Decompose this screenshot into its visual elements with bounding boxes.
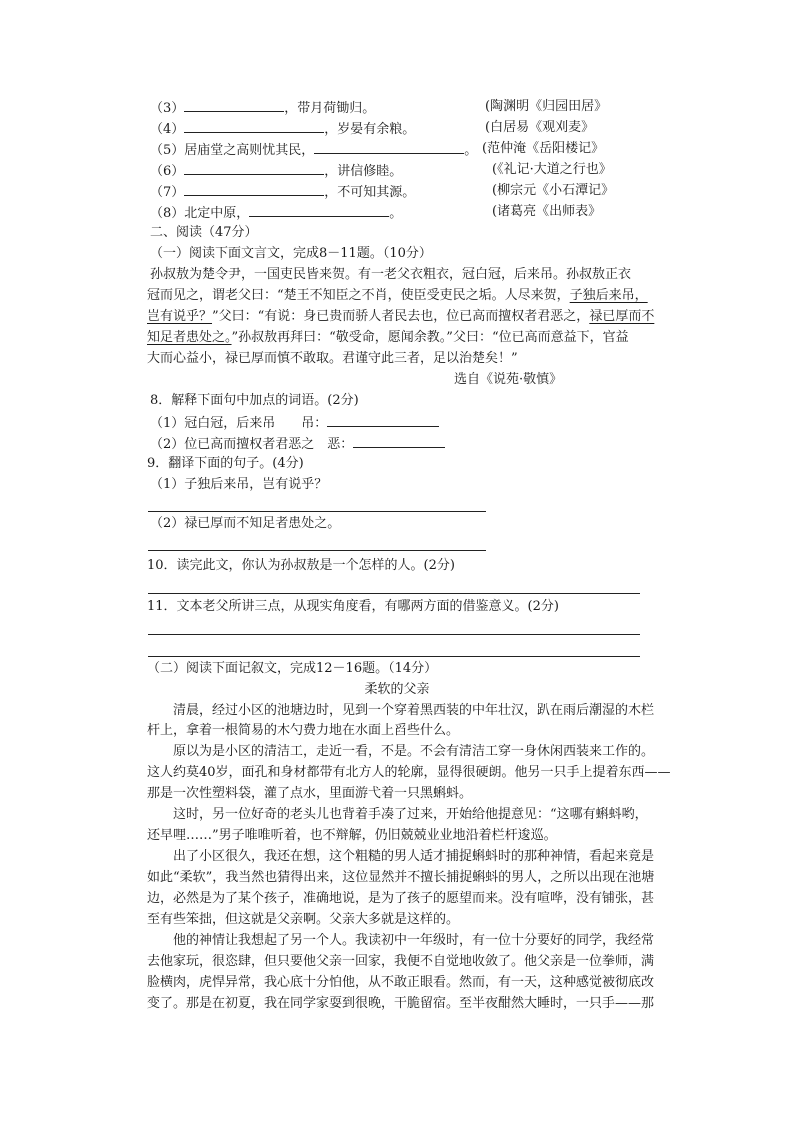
question-8: 8．解释下面句中加点的词语。(2分)	[150, 393, 359, 408]
question-10: 10．读完此文，你认为孙叔敖是一个怎样的人。(2分)	[147, 558, 455, 573]
passage-line: 冠而见之，谓老父曰：“楚王不知臣之不肖，使臣受吏民之垢。人尽来贺，子独后来吊，	[147, 288, 648, 303]
part2-heading: （二）阅读下面记叙文，完成12－16题。（14分）	[147, 661, 438, 676]
article-title: 柔软的父亲	[364, 682, 430, 697]
question-11: 11．文本老父所讲三点，从现实角度看，有哪两方面的借鉴意义。(2分)	[147, 599, 559, 614]
question-9-1: （1）子独后来吊，岂有说乎？	[150, 477, 328, 492]
question-9-2: （2）禄已厚而不知足者患处之。	[150, 516, 341, 531]
part1-heading: （一）阅读下面文言文，完成8－11题。（10分）	[150, 246, 432, 261]
section-heading: 二、阅读（47分）	[150, 225, 258, 240]
answer-line[interactable]	[148, 634, 640, 635]
article-line: 变了。那是在初夏，我在同学家耍到很晚，干脆留宿。至半夜酣然大睡时，一只手——那	[147, 996, 655, 1011]
dictation-item-6: （6） ，讲信修睦。	[150, 160, 402, 182]
passage-line: 知足者患处之。”孙叔敖再拜曰：“敬受命，愿闻余教。”父曰：“位已高而意益下，官益	[147, 330, 629, 345]
article-line: 还早哩……”男子唯唯听着，也不辩解，仍旧兢兢业业地沿着栏杆逡巡。	[147, 828, 557, 843]
answer-blank[interactable]	[184, 97, 284, 112]
answer-blank[interactable]	[184, 160, 324, 175]
dictation-source-3: (陶渊明《归园田居》	[485, 99, 608, 114]
answer-line[interactable]	[148, 550, 486, 551]
article-line: 如此“柔软”，我当然也猜得出来，这位显然并不擅长捕捉蝌蚪的男人，之所以出现在池塘	[147, 870, 655, 885]
dictation-item-5: （5）居庙堂之高则忧其民， 。	[150, 139, 477, 161]
article-line: 清晨，经过小区的池塘边时，见到一个穿着黑西装的中年壮汉，趴在雨后潮湿的木栏	[147, 703, 655, 718]
question-8-2: （2）位已高而擅权者君恶之 恶：	[150, 433, 445, 455]
answer-blank[interactable]	[314, 139, 464, 154]
article-line: 这人约莫40岁，面孔和身材都带有北方人的轮廓，显得很硬朗。他另一只手上提着东西——	[147, 765, 671, 780]
underlined-sentence: 禄已厚而不	[589, 309, 655, 324]
article-line: 那是一次性塑料袋，灌了点水，里面游弋着一只黑蝌蚪。	[147, 786, 473, 801]
article-line: 脸横肉，虎悍异常，我心底十分怕他，从不敢正眼看。然而，有一天，这种感觉被彻底改	[147, 975, 655, 990]
answer-blank[interactable]	[184, 118, 324, 133]
answer-line[interactable]	[148, 656, 640, 657]
answer-line[interactable]	[148, 511, 486, 512]
dictation-source-5: (范仲淹《岳阳楼记》	[482, 141, 605, 156]
article-line: 边，必然是为了某个孩子，准确地说，是为了孩子的愿望而来。没有喧哗，没有铺张，甚	[147, 891, 655, 906]
answer-blank[interactable]	[184, 181, 324, 196]
underlined-sentence: 子独后来吊，	[569, 288, 648, 303]
answer-blank[interactable]	[249, 202, 389, 217]
article-line: 去他家玩，很恣肆，但只要他父亲一回家，我便不自觉地收敛了。他父亲是一位拳师，满	[147, 954, 655, 969]
dictation-item-8: （8）北定中原， 。	[150, 202, 402, 224]
article-line: 这时，另一位好奇的老头儿也背着手凑了过来，开始给他提意见：“这哪有蝌蚪哟，	[147, 807, 648, 822]
question-9: 9．翻译下面的句子。(4分)	[147, 456, 304, 471]
dictation-source-7: (柳宗元《小石潭记》	[492, 183, 615, 198]
dictation-source-6: (《礼记·大道之行也》	[492, 162, 612, 177]
article-line: 出了小区很久，我还在想，这个粗糙的男人适才捕捉蝌蚪时的那种神情，看起来竟是	[147, 849, 655, 864]
underlined-sentence: 岂有说乎？	[147, 309, 213, 324]
passage-line: 大而心益小，禄已厚而慎不敢取。君谨守此三者，足以治楚矣！”	[147, 351, 518, 366]
passage-source: 选自《说苑·敬慎》	[454, 372, 563, 387]
passage-line: 孙叔敖为楚令尹，一国吏民皆来贺。有一老父衣粗衣，冠白冠，后来吊。孙叔敖正衣	[150, 267, 632, 282]
answer-blank[interactable]	[353, 433, 445, 448]
passage-line: 岂有说乎？”父曰：“有说：身已贵而骄人者民去也，位已高而擅权者君恶之，禄已厚而不	[147, 309, 655, 324]
underlined-sentence: 知足者患处之。	[147, 330, 232, 345]
article-line: 原以为是小区的清洁工，走近一看，不是。不会有清洁工穿一身休闲西装来工作的。	[147, 744, 655, 759]
question-8-1: （1）冠白冠，后来吊 吊：	[150, 412, 439, 434]
answer-blank[interactable]	[327, 412, 439, 427]
dictation-item-7: （7） ，不可知其源。	[150, 181, 415, 203]
dictation-source-4: (白居易《观刈麦》	[485, 120, 595, 135]
dictation-source-8: (诸葛亮《出师表》	[492, 204, 602, 219]
answer-line[interactable]	[148, 593, 640, 594]
dictation-item-4: （4） ，岁晏有余粮。	[150, 118, 415, 140]
article-line: 他的神情让我想起了另一个人。我读初中一年级时，有一位十分要好的同学，我经常	[147, 933, 655, 948]
dictation-item-3: （3） ，带月荷锄归。	[150, 97, 375, 119]
article-line: 杆上，拿着一根简易的木勺费力地在水面上舀些什么。	[147, 723, 460, 738]
article-line: 至有些笨拙，但这就是父亲啊。父亲大多就是这样的。	[147, 912, 460, 927]
